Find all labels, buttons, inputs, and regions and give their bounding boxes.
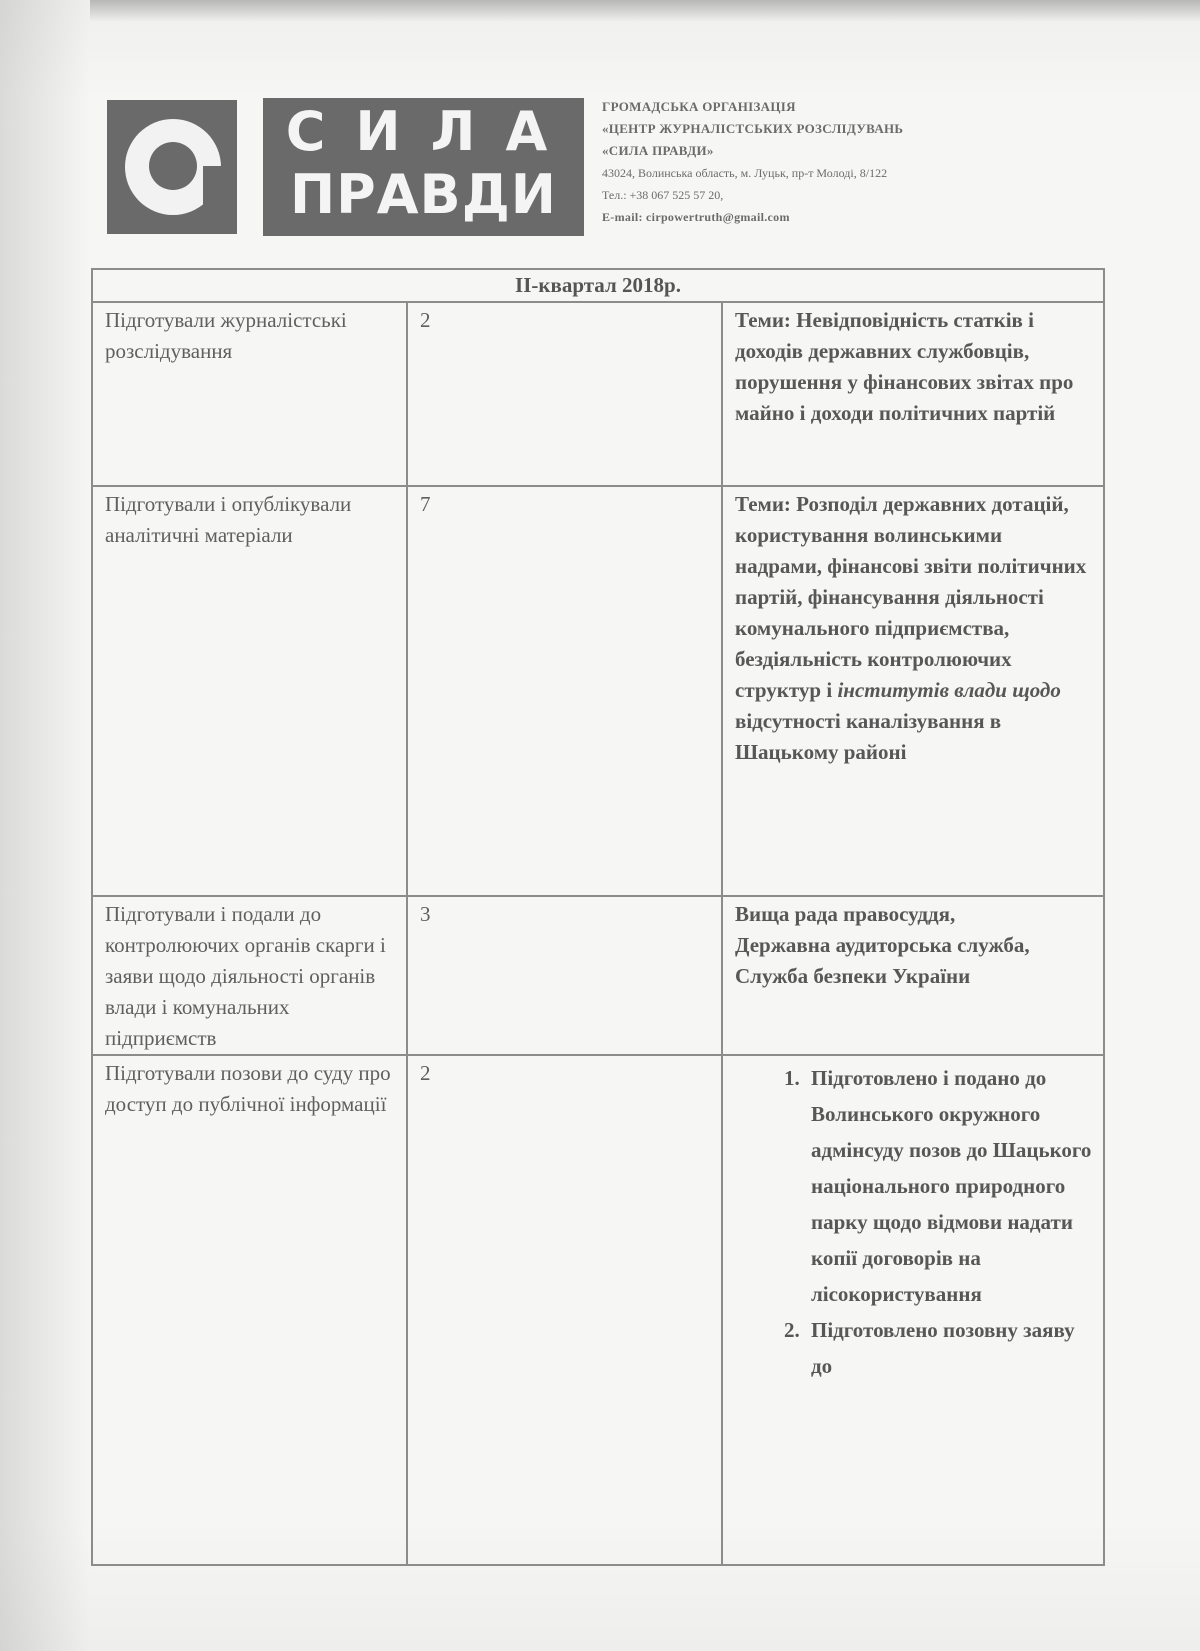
logo-line-1: СИЛА	[285, 100, 578, 163]
organization-details	[602, 96, 1082, 228]
org-name-line-1: «ЦЕНТР ЖУРНАЛІСТСЬКИХ РОЗСЛІДУВАНЬ	[602, 121, 904, 136]
activity-cell: Підготували і подали до контролюючих органів скарги і заяви щодо діяльності органів влади і комунальних підприємств	[92, 896, 407, 1055]
table-row	[92, 1055, 1104, 1565]
topics-cell: Теми: Невідповідність статків і доходів державних службовців, порушення у фінансових звітах про майно і доходи політичних партій	[722, 302, 1104, 486]
page-top-shadow	[90, 0, 1200, 22]
org-type: ГРОМАДСЬКА ОРГАНІЗАЦІЯ	[602, 99, 796, 114]
topics-line: Вища рада правосуддя,	[735, 902, 956, 926]
quarterly-report-table	[91, 268, 1105, 1566]
count-cell: 2	[407, 1055, 722, 1565]
org-address: 43024, Волинська область, м. Луцьк, пр-т Молоді, 8/122	[602, 166, 888, 180]
quarter-title: ІІ-квартал 2018р.	[92, 269, 1104, 302]
topics-text-part-1: Теми: Розподіл державних дотацій, користування волинськими надрами, фінансові звіти політичних партій, фінансування діяльності комунального підприємства, бездіяльність контролюючих структур і	[735, 492, 1087, 702]
topics-line: Служба безпеки України	[735, 964, 971, 988]
topics-line: Державна аудиторська служба,	[735, 933, 1030, 957]
list-item: 1. Підготовлено і подано до Волинського окружного адмінсуду позов до Шацького національного природного парку щодо відмови надати копії договорів на лісокористування	[805, 1060, 1093, 1312]
topics-cell	[722, 1055, 1104, 1565]
org-phone: Тел.: +38 067 525 57 20,	[602, 188, 724, 202]
table-header-row	[92, 269, 1104, 302]
logo-emblem-icon	[107, 100, 237, 234]
topics-cell	[722, 486, 1104, 896]
logo-wordmark	[263, 98, 584, 236]
claims-list	[723, 1060, 1093, 1384]
count-cell: 3	[407, 896, 722, 1055]
activity-cell: Підготували журналістські розслідування	[92, 302, 407, 486]
logo-line-2: ПРАВДИ	[289, 163, 557, 226]
org-name-line-2: «СИЛА ПРАВДИ»	[602, 143, 714, 158]
activity-cell: Підготували позови до суду про доступ до публічної інформації	[92, 1055, 407, 1565]
org-email: E-mail: cirpowertruth@gmail.com	[602, 210, 790, 224]
count-cell: 2	[407, 302, 722, 486]
organization-logo	[107, 98, 584, 238]
page-edge-shadow	[0, 0, 90, 1651]
activity-cell: Підготували і опублікували аналітичні матеріали	[92, 486, 407, 896]
list-item: 2. Підготовлено позовну заяву до	[805, 1312, 1093, 1384]
topics-text-part-2: інститутів влади щодо	[837, 678, 1061, 702]
count-cell: 7	[407, 486, 722, 896]
table-row	[92, 896, 1104, 1055]
table-row	[92, 486, 1104, 896]
topics-text-part-3: відсутності каналізування в Шацькому районі	[735, 709, 1002, 764]
topics-cell	[722, 896, 1104, 1055]
table-row	[92, 302, 1104, 486]
